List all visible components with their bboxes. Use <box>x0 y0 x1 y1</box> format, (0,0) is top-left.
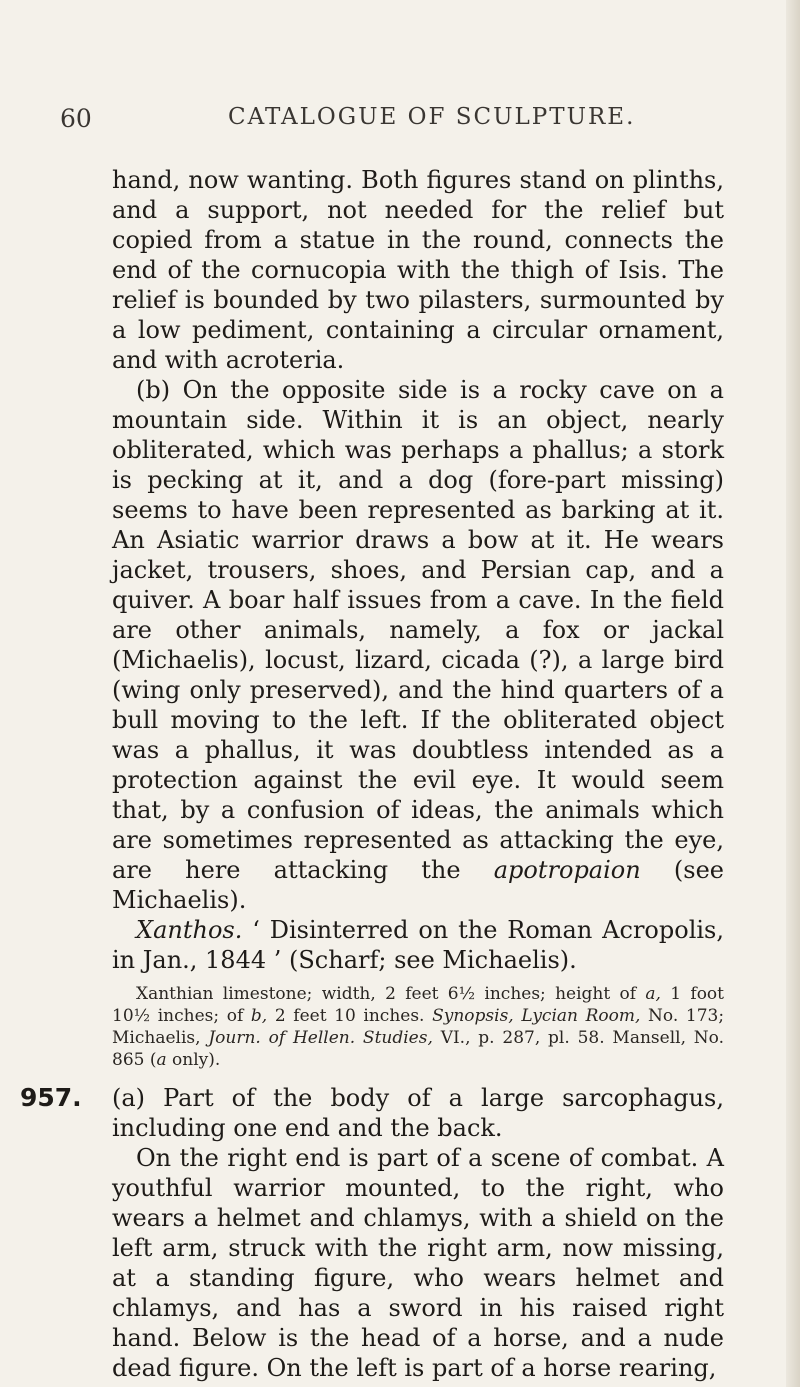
note-part: No. 173; Michaelis, <box>112 1006 725 1048</box>
entry-paragraph-1: (a) Part of the body of a large sarcophagus, including one end and the back. <box>112 1084 724 1142</box>
page-edge <box>786 0 800 1387</box>
paragraph-side-b <box>112 375 724 915</box>
note-part: VI., p. 287, pl. 58. Mansell, No. 865 ( <box>112 1028 725 1070</box>
paragraph-provenance <box>112 915 724 975</box>
provenance-text: ‘ Disinterred on the Roman Acropolis, in Jan., 1844 ’ (Scharf; see Michaelis). <box>112 916 724 974</box>
note-part: 1 foot 10½ inches; of <box>112 984 724 1026</box>
catalogue-entry <box>20 1083 724 1383</box>
paragraph-side-b-end: (see Michaelis). <box>112 856 724 914</box>
note-part: Xanthian limestone; width, 2 feet 6½ inches; height of <box>136 984 637 1004</box>
bibliographic-note <box>112 983 724 1071</box>
body-text <box>20 165 725 1383</box>
note-italic: b, <box>250 1006 268 1026</box>
paragraph-side-b-text: (b) On the opposite side is a rocky cave on a mountain side. Within it is an object, nearly obliterated, which was perhaps a phallus; a stork is pecking at it, and a dog (fore-part missing) seems to have been represented as barking at it. An Asiatic warrior draws a bow at it. He wears jacket, trousers, shoes, and Persian cap, and a quiver. A boar half issues from a cave. In the field are other animals, namely, a fox or jackal (Michaelis), locust, lizard, cicada (?), a large bird (wing only preserved), and the hind quarters of a bull moving to the left. If the obliterated object was a phallus, it was doubtless intended as a protection against the evil eye. It would seem that, by a confusion of ideas, the animals which are sometimes represented as attacking the eye, are here attacking the <box>112 376 724 884</box>
provenance-place: Xanthos. <box>136 916 243 944</box>
entry-number: 957. <box>20 1083 82 1112</box>
note-italic: Journ. of Hellen. Studies, <box>208 1028 433 1048</box>
italic-term: apotropaion <box>493 856 641 884</box>
note-italic: a <box>156 1050 167 1070</box>
page-number: 60 <box>60 104 92 133</box>
running-head: CATALOGUE OF SCULPTURE. <box>228 104 636 130</box>
note-italic: a, <box>645 984 661 1004</box>
note-part: 2 feet 10 inches. <box>274 1006 425 1026</box>
entry-paragraph-2: On the right end is part of a scene of combat. A youthful warrior mounted, to the right, who wears a helmet and chlamys, with a shield on the left arm, struck with the right arm, now missing, at a standing figure, who wears helmet and chlamys, and has a sword in his raised right hand. Below is the head of a horse, and a nude dead figure. On the left is part of a horse rearing, <box>112 1144 724 1382</box>
paragraph-continuation: hand, now wanting. Both figures stand on plinths, and a support, not needed for the relief but copied from a statue in the round, connects the end of the cornucopia with the thigh of Isis. The relief is bounded by two pilasters, surmounted by a low pediment, containing a circular ornament, and with acroteria. <box>112 166 724 374</box>
note-part: only). <box>172 1050 221 1070</box>
page-header <box>0 104 800 144</box>
note-italic: Synopsis, Lycian Room, <box>432 1006 641 1026</box>
